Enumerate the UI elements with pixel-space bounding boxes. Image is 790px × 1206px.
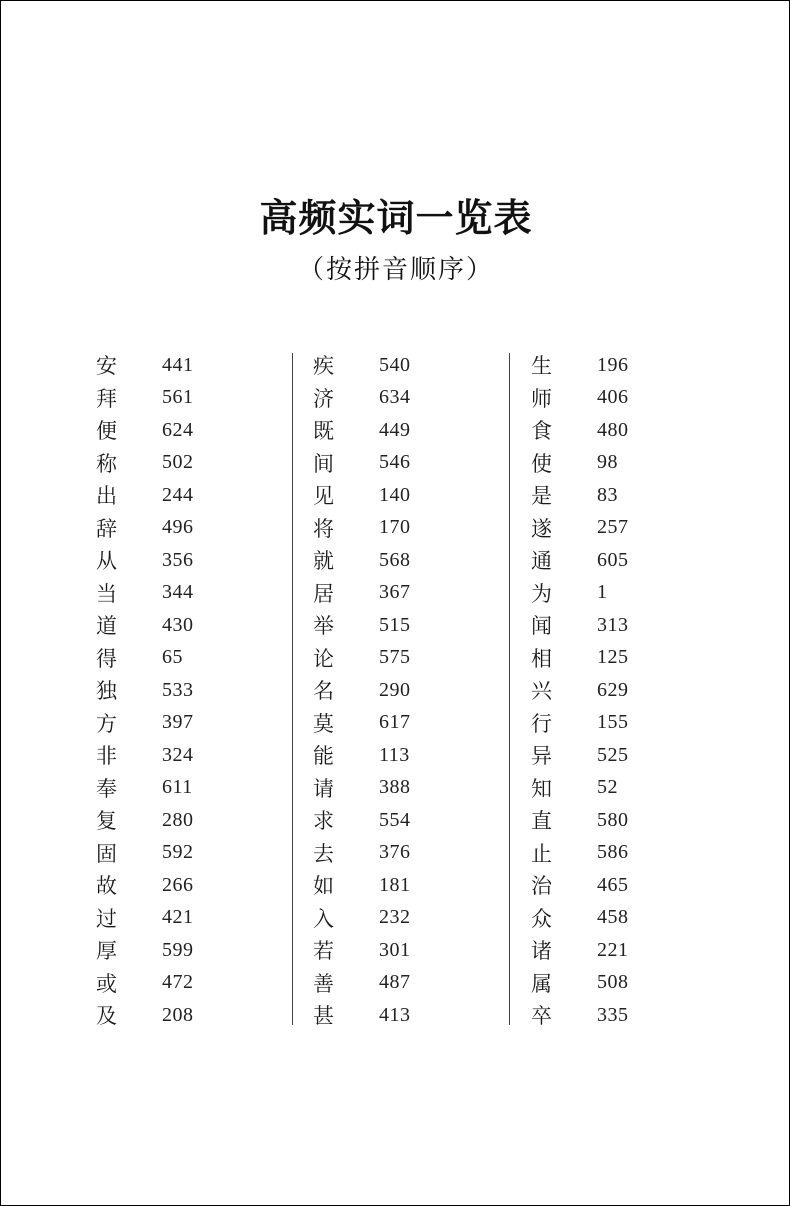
entry-word: 治 [531, 874, 552, 899]
word-entry [96, 479, 246, 512]
word-entry [96, 609, 246, 642]
entry-page-number: 257 [597, 516, 629, 539]
entry-word: 或 [96, 971, 117, 996]
word-entry [531, 609, 681, 642]
word-entry [313, 934, 463, 967]
word-entry [96, 739, 246, 772]
word-entry [96, 804, 246, 837]
word-entry [313, 772, 463, 805]
entry-word: 间 [313, 451, 334, 476]
entry-page-number: 335 [597, 1003, 629, 1026]
entry-word: 名 [313, 679, 334, 704]
entry-word: 辞 [96, 516, 117, 541]
word-entry [531, 349, 681, 382]
entry-word: 道 [96, 614, 117, 639]
entry-word: 兴 [531, 679, 552, 704]
word-entry [531, 674, 681, 707]
entry-page-number: 487 [379, 971, 411, 994]
entry-word: 过 [96, 906, 117, 931]
word-entry [531, 447, 681, 480]
word-entry [313, 609, 463, 642]
entry-word: 疾 [313, 354, 334, 379]
entry-word: 去 [313, 841, 334, 866]
word-entry [531, 414, 681, 447]
entry-word: 遂 [531, 516, 552, 541]
word-entry [313, 349, 463, 382]
entry-page-number: 344 [162, 581, 194, 604]
word-entry [313, 902, 463, 935]
word-entry [313, 642, 463, 675]
entry-page-number: 449 [379, 418, 411, 441]
word-entry [531, 999, 681, 1032]
column-divider [509, 353, 510, 1025]
entry-page-number: 290 [379, 678, 411, 701]
word-entry [96, 512, 246, 545]
entry-page-number: 232 [379, 906, 411, 929]
entry-word: 居 [313, 581, 334, 606]
entry-word: 能 [313, 744, 334, 769]
entry-page-number: 367 [379, 581, 411, 604]
entry-page-number: 244 [162, 483, 194, 506]
entry-page-number: 525 [597, 743, 629, 766]
entry-word: 为 [531, 581, 552, 606]
entry-page-number: 480 [597, 418, 629, 441]
word-entry [531, 739, 681, 772]
entry-page-number: 561 [162, 386, 194, 409]
word-entry [96, 999, 246, 1032]
word-entry [96, 544, 246, 577]
word-entry [531, 934, 681, 967]
entry-word: 师 [531, 386, 552, 411]
entry-page-number: 181 [379, 873, 411, 896]
entry-word: 就 [313, 549, 334, 574]
entry-word: 济 [313, 386, 334, 411]
entry-page-number: 313 [597, 613, 629, 636]
entry-word: 入 [313, 906, 334, 931]
entry-word: 奉 [96, 776, 117, 801]
entry-word: 便 [96, 419, 117, 444]
entry-word: 非 [96, 744, 117, 769]
word-entry [96, 642, 246, 675]
word-entry [313, 382, 463, 415]
entry-word: 出 [96, 484, 117, 509]
entry-page-number: 266 [162, 873, 194, 896]
entry-word: 请 [313, 776, 334, 801]
word-entry [531, 772, 681, 805]
entry-page-number: 611 [162, 776, 193, 799]
entry-page-number: 599 [162, 938, 194, 961]
entry-page-number: 586 [597, 841, 629, 864]
word-entry [96, 934, 246, 967]
entry-page-number: 196 [597, 353, 629, 376]
word-entry [313, 447, 463, 480]
entry-word: 生 [531, 354, 552, 379]
entry-page-number: 301 [379, 938, 411, 961]
entry-word: 固 [96, 841, 117, 866]
entry-word: 复 [96, 809, 117, 834]
word-entry [96, 447, 246, 480]
word-entry [531, 512, 681, 545]
entry-word: 直 [531, 809, 552, 834]
entry-word: 属 [531, 971, 552, 996]
entry-word: 既 [313, 419, 334, 444]
word-entry [96, 902, 246, 935]
entry-page-number: 170 [379, 516, 411, 539]
entry-word: 众 [531, 906, 552, 931]
word-entry [531, 642, 681, 675]
word-entry [313, 544, 463, 577]
entry-word: 方 [96, 711, 117, 736]
word-entry [531, 902, 681, 935]
entry-word: 安 [96, 354, 117, 379]
word-entry [313, 512, 463, 545]
entry-page-number: 125 [597, 646, 629, 669]
word-entry [96, 382, 246, 415]
entry-word: 论 [313, 646, 334, 671]
entry-word: 相 [531, 646, 552, 671]
entry-word: 厚 [96, 939, 117, 964]
entry-word: 行 [531, 711, 552, 736]
page-subtitle: （按拼音顺序） [297, 255, 494, 285]
entry-word: 独 [96, 679, 117, 704]
word-entry [531, 479, 681, 512]
entry-page-number: 502 [162, 451, 194, 474]
word-entry [531, 382, 681, 415]
word-entry [313, 739, 463, 772]
word-column-3 [531, 349, 681, 1032]
entry-page-number: 575 [379, 646, 411, 669]
word-entry [313, 837, 463, 870]
entry-word: 及 [96, 1004, 117, 1029]
entry-page-number: 406 [597, 386, 629, 409]
word-entry [96, 674, 246, 707]
entry-page-number: 441 [162, 353, 194, 376]
word-entry [96, 869, 246, 902]
entry-page-number: 98 [597, 451, 618, 474]
entry-page-number: 533 [162, 678, 194, 701]
word-entry [531, 544, 681, 577]
column-divider [292, 353, 293, 1025]
entry-page-number: 540 [379, 353, 411, 376]
entry-word: 故 [96, 874, 117, 899]
entry-page-number: 155 [597, 711, 629, 734]
entry-page-number: 465 [597, 873, 629, 896]
entry-word: 是 [531, 484, 552, 509]
word-entry [313, 804, 463, 837]
entry-page-number: 496 [162, 516, 194, 539]
entry-page-number: 629 [597, 678, 629, 701]
word-entry [96, 967, 246, 1000]
entry-page-number: 52 [597, 776, 618, 799]
entry-page-number: 617 [379, 711, 411, 734]
entry-page-number: 413 [379, 1003, 411, 1026]
entry-word: 求 [313, 809, 334, 834]
entry-page-number: 388 [379, 776, 411, 799]
word-entry [96, 414, 246, 447]
entry-page-number: 140 [379, 483, 411, 506]
entry-word: 得 [96, 646, 117, 671]
entry-page-number: 356 [162, 548, 194, 571]
entry-word: 通 [531, 549, 552, 574]
entry-word: 知 [531, 776, 552, 801]
word-column-2 [313, 349, 463, 1032]
entry-word: 闻 [531, 614, 552, 639]
entry-word: 当 [96, 581, 117, 606]
entry-word: 甚 [313, 1004, 334, 1029]
entry-page-number: 221 [597, 938, 629, 961]
word-entry [313, 999, 463, 1032]
entry-page-number: 472 [162, 971, 194, 994]
word-entry [531, 869, 681, 902]
entry-word: 卒 [531, 1004, 552, 1029]
entry-word: 从 [96, 549, 117, 574]
page-title: 高频实词一览表 [259, 195, 533, 240]
entry-page-number: 324 [162, 743, 194, 766]
word-entry [531, 967, 681, 1000]
word-entry [313, 967, 463, 1000]
entry-word: 见 [313, 484, 334, 509]
entry-page-number: 430 [162, 613, 194, 636]
word-entry [313, 674, 463, 707]
entry-page-number: 508 [597, 971, 629, 994]
entry-page-number: 208 [162, 1003, 194, 1026]
entry-word: 止 [531, 841, 552, 866]
word-entry [531, 577, 681, 610]
entry-word: 拜 [96, 386, 117, 411]
entry-word: 若 [313, 939, 334, 964]
entry-page-number: 397 [162, 711, 194, 734]
word-column-1 [96, 349, 246, 1032]
entry-page-number: 515 [379, 613, 411, 636]
entry-word: 诸 [531, 939, 552, 964]
word-entry [96, 772, 246, 805]
entry-page-number: 592 [162, 841, 194, 864]
word-entry [96, 349, 246, 382]
word-entry [96, 577, 246, 610]
entry-word: 食 [531, 419, 552, 444]
entry-page-number: 113 [379, 743, 410, 766]
word-entry [96, 837, 246, 870]
entry-page-number: 376 [379, 841, 411, 864]
entry-word: 异 [531, 744, 552, 769]
entry-page-number: 280 [162, 808, 194, 831]
word-entry [313, 869, 463, 902]
entry-word: 称 [96, 451, 117, 476]
entry-page-number: 1 [597, 581, 608, 604]
entry-word: 善 [313, 971, 334, 996]
entry-page-number: 421 [162, 906, 194, 929]
entry-page-number: 568 [379, 548, 411, 571]
entry-page-number: 624 [162, 418, 194, 441]
entry-word: 如 [313, 874, 334, 899]
entry-page-number: 546 [379, 451, 411, 474]
word-entry [313, 577, 463, 610]
word-entry [313, 479, 463, 512]
entry-page-number: 458 [597, 906, 629, 929]
word-entry [531, 804, 681, 837]
entry-page-number: 634 [379, 386, 411, 409]
entry-word: 将 [313, 516, 334, 541]
word-entry [96, 707, 246, 740]
entry-word: 举 [313, 614, 334, 639]
entry-page-number: 83 [597, 483, 618, 506]
entry-page-number: 580 [597, 808, 629, 831]
entry-page-number: 605 [597, 548, 629, 571]
entry-page-number: 554 [379, 808, 411, 831]
entry-word: 使 [531, 451, 552, 476]
entry-page-number: 65 [162, 646, 183, 669]
word-entry [313, 707, 463, 740]
word-entry [313, 414, 463, 447]
word-entry [531, 707, 681, 740]
entry-word: 莫 [313, 711, 334, 736]
word-entry [531, 837, 681, 870]
